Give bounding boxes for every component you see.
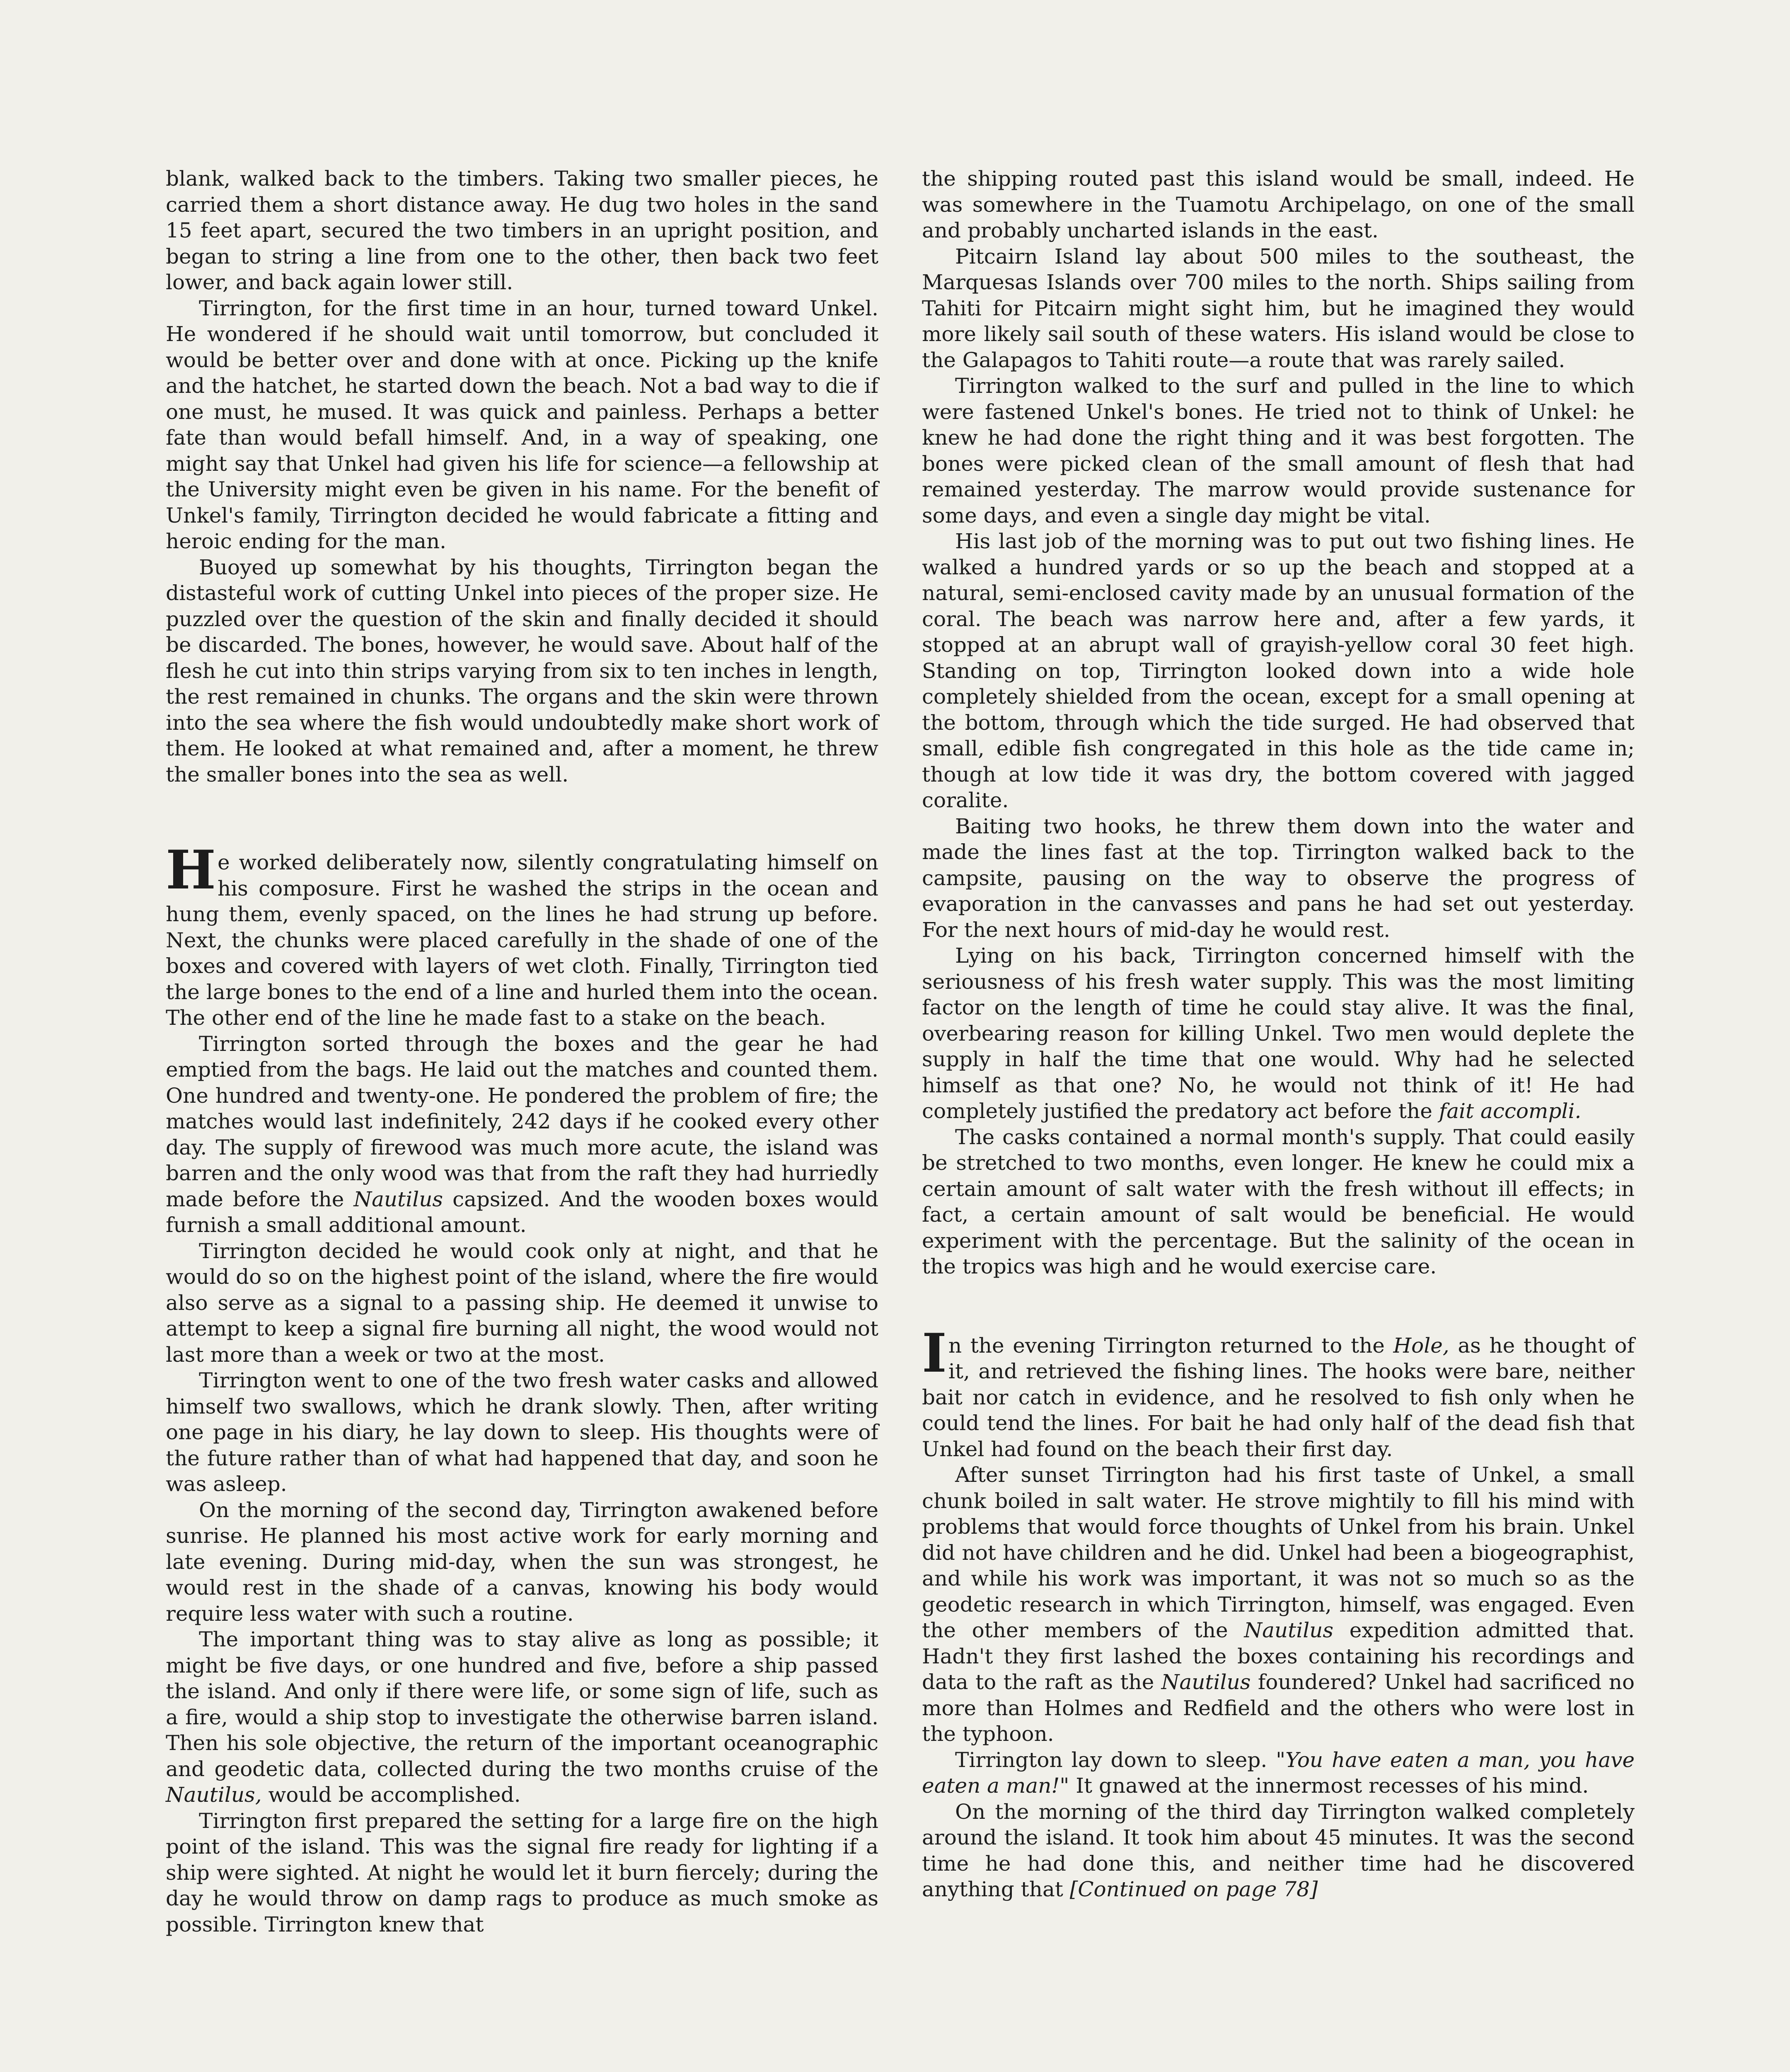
ship-name: Nautilus [1161, 1670, 1251, 1694]
section-start-paragraph: In the evening Tirrington returned to the Hole, as he thought of it, and retrieved the fishing lines. The hooks were bare, neither bait nor catch in evidence, and he resolved to fish only when he could tend the lines. For bait he had only half of the dead fish that Unkel had found on the beach their first day. [922, 1322, 1635, 1461]
paragraph: Tirrington lay down to sleep. "You have eaten a man, you have eaten a man!" It gnawed at the innermost recesses of his mind. [922, 1748, 1635, 1798]
paragraph: The casks contained a normal month's supply. That could easily be stretched to two months, even longer. He knew he could mix a certain amount of salt water with the fresh without ill effects; in fact, a certain amount of salt would be beneficial. He would experiment with the percentage. But the salinity of the ocean in the tropics was high and he would exercise care. [922, 1125, 1635, 1278]
ship-name: Nautilus [353, 1187, 443, 1211]
paragraph: Tirrington, for the first time in an hour, turned toward Unkel. He wondered if he should wait until tomorrow, but concluded it would be better over and done with at once. Picking up the knife and the hatchet, he started down the beach. Not a bad way to die if one must, he mused. It was quick and painless. Perhaps a better fate than would befall himself. And, in a way of speaking, one might say that Unkel had given his life for science—a fellowship at the University might even be given in his name. For the benefit of Unkel's family, Tirrington decided he would fabricate a fitting and heroic ending for the man. [166, 296, 878, 553]
paragraph: His last job of the morning was to put out two fishing lines. He walked a hundred yards or so up the beach and stopped at a natural, semi-enclosed cavity made by an unusual formation of the coral. The beach was narrow here and, after a few yards, it stopped at an abrupt wall of grayish-yellow coral 30 feet high. Standing on top, Tirrington looked down into a wide hole completely shielded from the ocean, except for a small opening at the bottom, through which the tide surged. He had observed that small, edible fish congregated in this hole as the tide came in; though at low tide it was dry, the bottom covered with jagged coralite. [922, 529, 1635, 812]
paragraph: On the morning of the third day Tirrington walked completely around the island. It took him about 45 minutes. It was the second time he had done this, and neither time had he discovered anything that [Continued on page 78] [922, 1799, 1635, 1901]
paragraph: Buoyed up somewhat by his thoughts, Tirrington began the distasteful work of cutting Unkel into pieces of the proper size. He puzzled over the question of the skin and finally decided it should be discarded. The bones, however, he would save. About half of the flesh he cut into thin strips varying from six to ten inches in length, the rest remained in chunks. The organs and the skin were thrown into the sea where the fish would undoubtedly make short work of them. He looked at what remained and, after a moment, he threw the smaller bones into the sea as well. [166, 555, 878, 787]
place-name: Hole, [1393, 1333, 1449, 1358]
paragraph: blank, walked back to the timbers. Taking two smaller pieces, he carried them a short distance away. He dug two holes in the sand 15 feet apart, secured the two timbers in an upright position, and began to string a line from one to the other, then back two feet lower, and back again lower still. [166, 167, 878, 294]
left-column [166, 166, 878, 1937]
paragraph: Tirrington sorted through the boxes and the gear he had emptied from the bags. He laid out the matches and counted them. One hundred and twenty-one. He pondered the problem of fire; the matches would last indefinitely, 242 days if he cooked every other day. The supply of firewood was much more acute, the island was barren and the only wood was that from the raft they had hurriedly made before the Nautilus capsized. And the wooden boxes would furnish a small additional amount. [166, 1031, 878, 1237]
paragraph: Lying on his back, Tirrington concerned himself with the seriousness of his fresh water supply. This was the most limiting factor on the length of time he could stay alive. It was the final, overbearing reason for killing Unkel. Two men would deplete the supply in half the time that one would. Why had he selected himself as that one? No, he would not think of it! He had completely justified the predatory act before the fait accompli. [922, 944, 1635, 1123]
ship-name: Nautilus [1244, 1618, 1334, 1642]
ship-name: Nautilus, [166, 1783, 262, 1807]
right-column [922, 166, 1635, 1903]
paragraph: Pitcairn Island lay about 500 miles to the southeast, the Marquesas Islands over 700 miles to the north. Ships sailing from Tahiti for Pitcairn might sight him, but he imagined they would more likely sail south of these waters. His island would be close to the Galapagos to Tahiti route—a route that was rarely sailed. [922, 244, 1635, 372]
paragraph: the shipping routed past this island would be small, indeed. He was somewhere in the Tuamotu Archipelago, on one of the small and probably uncharted islands in the east. [922, 167, 1635, 242]
paragraph: Baiting two hooks, he threw them down into the water and made the lines fast at the top. Tirrington walked back to the campsite, pausing on the way to observe the progress of evaporation in the canvasses and pans he had set out yesterday. For the next hours of mid-day he would rest. [922, 814, 1635, 942]
section-start-paragraph: He worked deliberately now, silently congratulating himself on his composure. First he washed the strips in the ocean and hung them, evenly spaced, on the lines he had strung up before. Next, the chunks were placed carefully in the shade of one of the boxes and covered with layers of wet cloth. Finally, Tirrington tied the large bones to the end of a line and hurled them into the ocean. The other end of the line he made fast to a stake on the beach. [166, 839, 878, 1030]
paragraph: Tirrington decided he would cook only at night, and that he would do so on the highest point of the island, where the fire would also serve as a signal to a passing ship. He deemed it unwise to attempt to keep a signal fire burning all night, the wood would not last more than a week or two at the most. [166, 1239, 878, 1367]
foreign-phrase: fait accompli. [1439, 1099, 1582, 1123]
paragraph: Tirrington first prepared the setting for a large fire on the high point of the island. This was the signal fire ready for lighting if a ship were sighted. At night he would let it burn fiercely; during the day he would throw on damp rags to produce as much smoke as possible. Tirrington knew that [166, 1808, 878, 1936]
paragraph: After sunset Tirrington had his first taste of Unkel, a small chunk boiled in salt water. He strove mightily to fill his mind with problems that would force thoughts of Unkel from his brain. Unkel did not have children and he did. Unkel had been a biogeographist, and while his work was important, it was not so much so as the geodetic research in which Tirrington, himself, was engaged. Even the other members of the Nautilus expedition admitted that. Hadn't they first lashed the boxes containing his recordings and data to the raft as the Nautilus foundered? Unkel had sacrificed no more than Holmes and Redfield and the others who were lost in the typhoon. [922, 1463, 1635, 1746]
paragraph: The important thing was to stay alive as long as possible; it might be five days, or one hundred and five, before a ship passed the island. And only if there were life, or some sign of life, such as a fire, would a ship stop to investigate the otherwise barren island. Then his sole objective, the return of the important oceanographic and geodetic data, collected during the two months cruise of the Nautilus, would be accomplished. [166, 1627, 878, 1807]
paragraph: On the morning of the second day, Tirrington awakened before sunrise. He planned his most active work for early morning and late evening. During mid-day, when the sun was strongest, he would rest in the shade of a canvas, knowing his body would require less water with such a routine. [166, 1498, 878, 1626]
paragraph: Tirrington went to one of the two fresh water casks and allowed himself two swallows, which he drank slowly. Then, after writing one page in his diary, he lay down to sleep. His thoughts were of the future rather than of what had happened that day, and soon he was asleep. [166, 1368, 878, 1496]
continued-notice: [Continued on page 78] [1069, 1877, 1318, 1901]
quoted-thought: "You have eaten a man, you have eaten a man!" [922, 1748, 1635, 1798]
paragraph: Tirrington walked to the surf and pulled in the line to which were fastened Unkel's bones. He tried not to think of Unkel: he knew he had done the right thing and it was best forgotten. The bones were picked clean of the small amount of flesh that had remained yesterday. The marrow would provide sustenance for some days, and even a single day might be vital. [922, 374, 1635, 528]
